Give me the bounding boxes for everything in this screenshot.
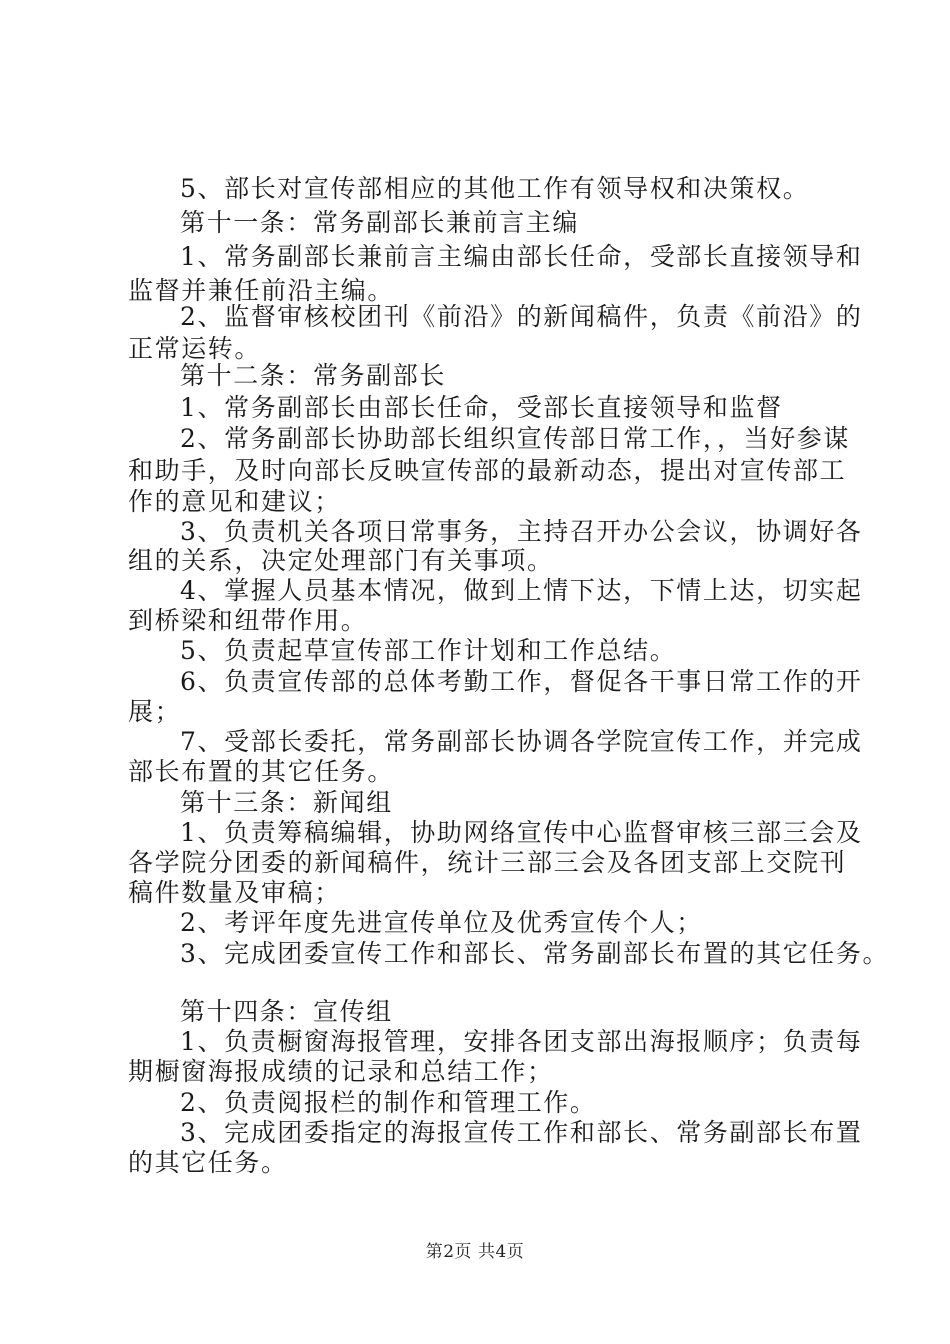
text-line: 展； <box>128 697 182 726</box>
text-line: 3、完成团委宣传工作和部长、常务副部长布置的其它任务。 <box>180 939 890 968</box>
text-line: 监督并兼任前沿主编。 <box>128 276 395 305</box>
section-heading: 第十二条：常务副部长 <box>180 361 447 390</box>
text-line: 组的关系，决定处理部门有关事项。 <box>128 546 554 575</box>
text-line: 2、考评年度先进宣传单位及优秀宣传个人； <box>180 908 703 937</box>
text-line: 期橱窗海报成绩的记录和总结工作； <box>128 1057 554 1086</box>
text-line: 和助手，及时向部长反映宣传部的最新动态，提出对宣传部工 <box>128 456 847 485</box>
text-line: 部长布置的其它任务。 <box>128 757 395 786</box>
text-line: 到桥梁和纽带作用。 <box>128 606 368 635</box>
text-line: 1、负责筹稿编辑，协助网络宣传中心监督审核三部三会及 <box>180 818 863 847</box>
text-line: 1、常务副部长由部长任命，受部长直接领导和监督 <box>180 393 783 422</box>
text-line: 2、负责阅报栏的制作和管理工作。 <box>180 1088 597 1117</box>
section-heading: 第十三条：新闻组 <box>180 788 393 817</box>
page-number-footer: 第2页 共4页 <box>425 1242 525 1262</box>
text-line: 作的意见和建议； <box>128 487 341 516</box>
text-line: 正常运转。 <box>128 334 262 363</box>
text-line: 2、监督审核校团刊《前沿》的新闻稿件，负责《前沿》的 <box>180 302 863 331</box>
text-line: 2、常务副部长协助部长组织宣传部日常工作，，当好参谋 <box>180 424 851 453</box>
text-line: 6、负责宣传部的总体考勤工作，督促各干事日常工作的开 <box>180 667 863 696</box>
text-line: 各学院分团委的新闻稿件，统计三部三会及各团支部上交院刊 <box>128 848 847 877</box>
section-heading: 第十一条：常务副部长兼前言主编 <box>180 208 580 237</box>
text-line: 4、掌握人员基本情况，做到上情下达，下情上达，切实起 <box>180 576 863 605</box>
text-line: 3、负责机关各项日常事务，主持召开办公会议，协调好各 <box>180 517 863 546</box>
text-line: 7、受部长委托，常务副部长协调各学院宣传工作，并完成 <box>180 727 863 756</box>
text-line: 3、完成团委指定的海报宣传工作和部长、常务副部长布置 <box>180 1118 863 1147</box>
section-heading: 第十四条：宣传组 <box>180 997 393 1026</box>
text-line: 1、常务副部长兼前言主编由部长任命，受部长直接领导和 <box>180 242 863 271</box>
text-line: 稿件数量及审稿； <box>128 878 341 907</box>
text-line: 1、负责橱窗海报管理，安排各团支部出海报顺序；负责每 <box>180 1027 863 1056</box>
text-line: 的其它任务。 <box>128 1148 288 1177</box>
text-line: 5、部长对宣传部相应的其他工作有领导权和决策权。 <box>180 174 810 203</box>
text-line: 5、负责起草宣传部工作计划和工作总结。 <box>180 636 677 665</box>
